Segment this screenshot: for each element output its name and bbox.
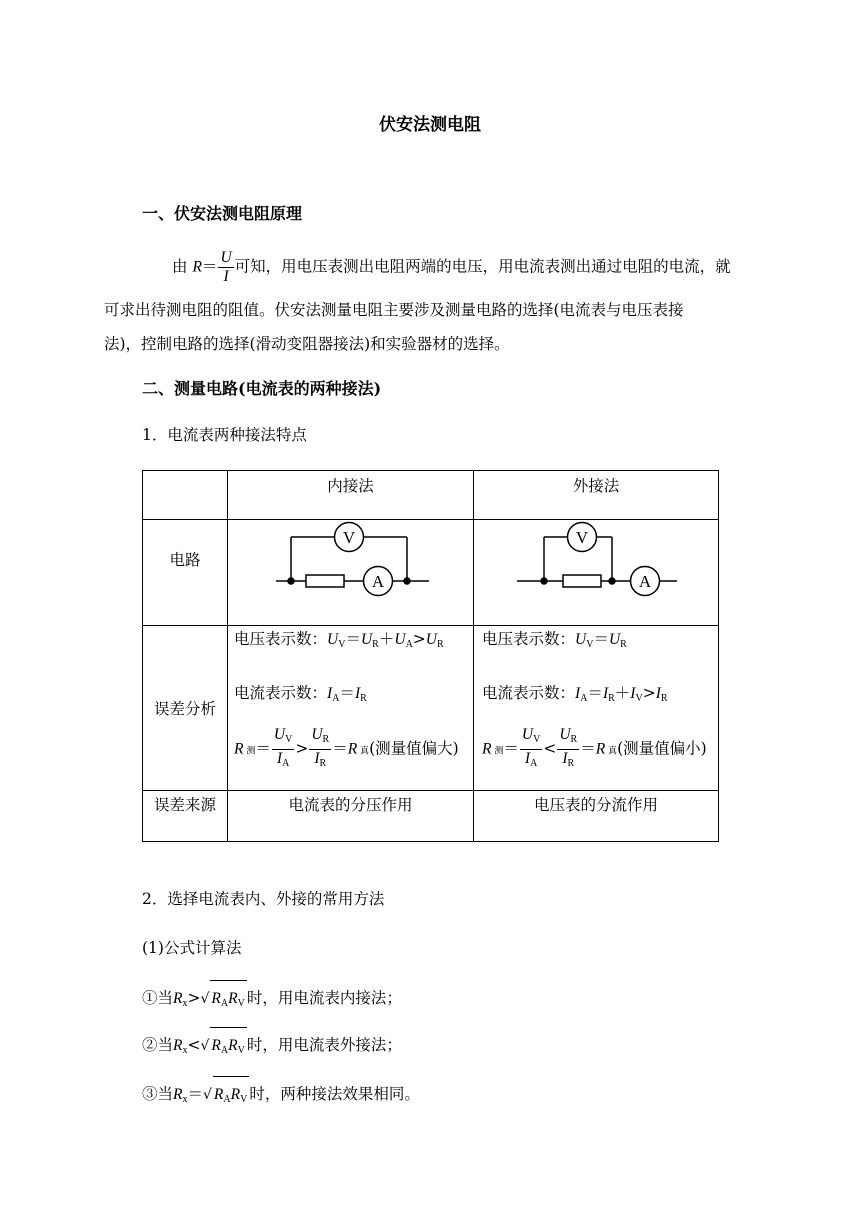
outer-circuit: [474, 522, 714, 622]
row-label-error-source: 误差来源: [143, 791, 228, 842]
condition-item-2: ②当$R_x<√$ $R_AR_V$ 时，用电流表外接法；: [142, 1027, 402, 1068]
page-title: 伏安法测电阻: [379, 115, 481, 135]
subsection-2-heading: 2．选择电流表内、外接的常用方法: [142, 890, 385, 908]
section-1-heading: 一、伏安法测电阻原理: [142, 204, 303, 223]
condition-item-1: ①当$R_x>√$ $R_AR_V$ 时，用电流表内接法；: [142, 980, 402, 1021]
header-outer-method: 外接法: [474, 471, 719, 520]
outer-current-reading: 电流表示数：$I_A=I_R+I_V>I_R$: [482, 684, 668, 704]
outer-resistance-result: R 测＝ $\frac{U_V}{I_A}$ < $\frac{U_R}{I_R}$ ＝R 真(测量值偏小): [482, 726, 707, 769]
voltmeter-symbol-inner: V: [342, 528, 356, 547]
outer-voltage-reading: 电压表示数：$U_V=U_R$: [482, 630, 627, 650]
ammeter-symbol-inner: A: [371, 572, 385, 591]
principle-para-line-3: 法)，控制电路的选择(滑动变阻器接法)和实验器材的选择。: [104, 335, 510, 353]
principle-para-line-1: 由 R＝ $\frac{U}{I}$ 可知，用电压表测出电阻两端的电压，用电流表测出通过电阻的电流，就: [172, 249, 731, 285]
row-label-error-analysis: 误差分析: [143, 626, 228, 791]
subsection-1-heading: 1．电流表两种接法特点: [142, 426, 307, 444]
condition-item-3: ③当$R_x=√$ $R_AR_V$ 时，两种接法效果相同。: [142, 1076, 420, 1117]
inner-current-reading: 电流表示数：$I_A=I_R$: [234, 684, 367, 704]
ohm-law-fraction: $\frac{U}{I}$: [220, 249, 232, 285]
section-2-heading: 二、测量电路(电流表的两种接法): [142, 379, 382, 398]
inner-error-source: 电流表的分压作用: [228, 791, 474, 842]
voltmeter-symbol-outer: V: [575, 528, 589, 547]
outer-error-source: 电压表的分流作用: [474, 791, 719, 842]
principle-para-line-2: 可求出待测电阻的阻值。伏安法测量电阻主要涉及测量电路的选择(电流表与电压表接: [104, 301, 684, 319]
formula-method-heading: (1)公式计算法: [142, 939, 242, 957]
ammeter-symbol-outer: A: [638, 572, 652, 591]
inner-voltage-reading: 电压表示数：$U_V=U_R+U_A>U_R$: [234, 630, 444, 650]
inner-resistance-result: R 测＝ $\frac{U_V}{I_A}$ > $\frac{U_R}{I_R}$ ＝R 真(测量值偏大): [234, 726, 459, 769]
row-label-circuit: 电路: [143, 520, 228, 626]
header-inner-method: 内接法: [228, 471, 474, 520]
